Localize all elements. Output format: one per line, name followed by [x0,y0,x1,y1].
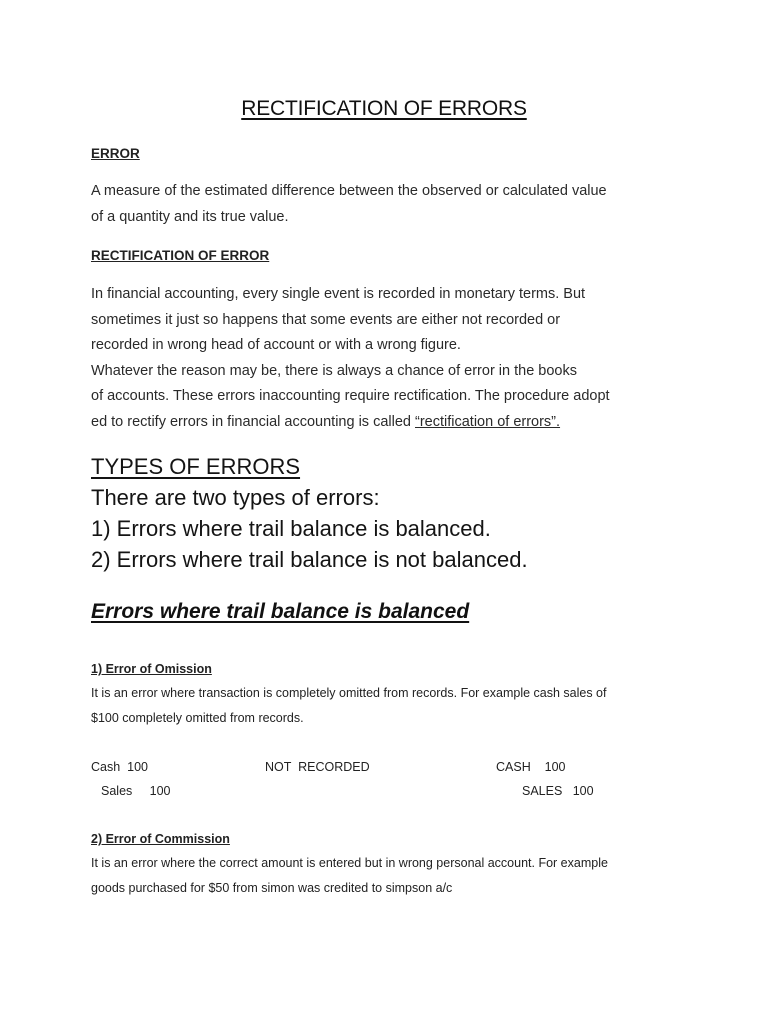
types-line: There are two types of errors: [91,485,380,510]
types-line: 2) Errors where trail balance is not balanced. [91,547,528,572]
omission-entry-right-1: CASH 100 [496,760,566,774]
types-line: 1) Errors where trail balance is balanced. [91,516,491,541]
types-title: TYPES OF ERRORS [91,454,301,479]
rectification-paragraph [91,282,691,436]
error-definition-line: of a quantity and its true value. [91,208,289,225]
document-title: RECTIFICATION OF ERRORS [241,97,527,120]
rectification-line: Whatever the reason may be, there is always a chance of error in the books [91,362,577,379]
rectification-line: sometimes it just so happens that some events are either not recorded or [91,311,561,328]
error-definition [91,179,691,230]
omission-line: It is an error where transaction is completely omitted from records. For example cash sales of [91,686,607,700]
rectification-line: recorded in wrong head of account or with a wrong figure. [91,337,461,354]
commission-line: goods purchased for $50 from simon was credited to simpson a/c [91,881,453,895]
error-heading: ERROR [91,146,140,161]
omission-line: $100 completely omitted from records. [91,711,304,725]
rectification-last-line [91,410,691,436]
balanced-heading: Errors where trail balance is balanced [91,600,470,623]
rectification-heading: RECTIFICATION OF ERROR [91,248,270,263]
error-definition-line: A measure of the estimated difference between the observed or calculated value [91,183,607,199]
rectification-line: of accounts. These errors inaccounting require rectification. The procedure adopt [91,388,610,405]
omission-entry-left-1: Cash 100 [91,760,148,774]
types-of-errors-section [91,451,528,575]
omission-description [91,681,691,731]
rectification-line: In financial accounting, every single event is recorded in monetary terms. But [91,286,586,302]
rectification-term: “rectification of errors”. [415,413,561,430]
commission-description [91,851,691,901]
commission-line: It is an error where the correct amount is entered but in wrong personal account. For example [91,856,608,870]
commission-heading: 2) Error of Commission [91,832,230,846]
omission-entry-middle: NOT RECORDED [265,760,370,774]
omission-entry-left-2: Sales 100 [101,784,171,798]
rectification-last-prefix: ed to rectify errors in financial accounting is called [91,413,415,430]
omission-entry-right-2: SALES 100 [522,784,594,798]
omission-heading: 1) Error of Omission [91,662,212,676]
